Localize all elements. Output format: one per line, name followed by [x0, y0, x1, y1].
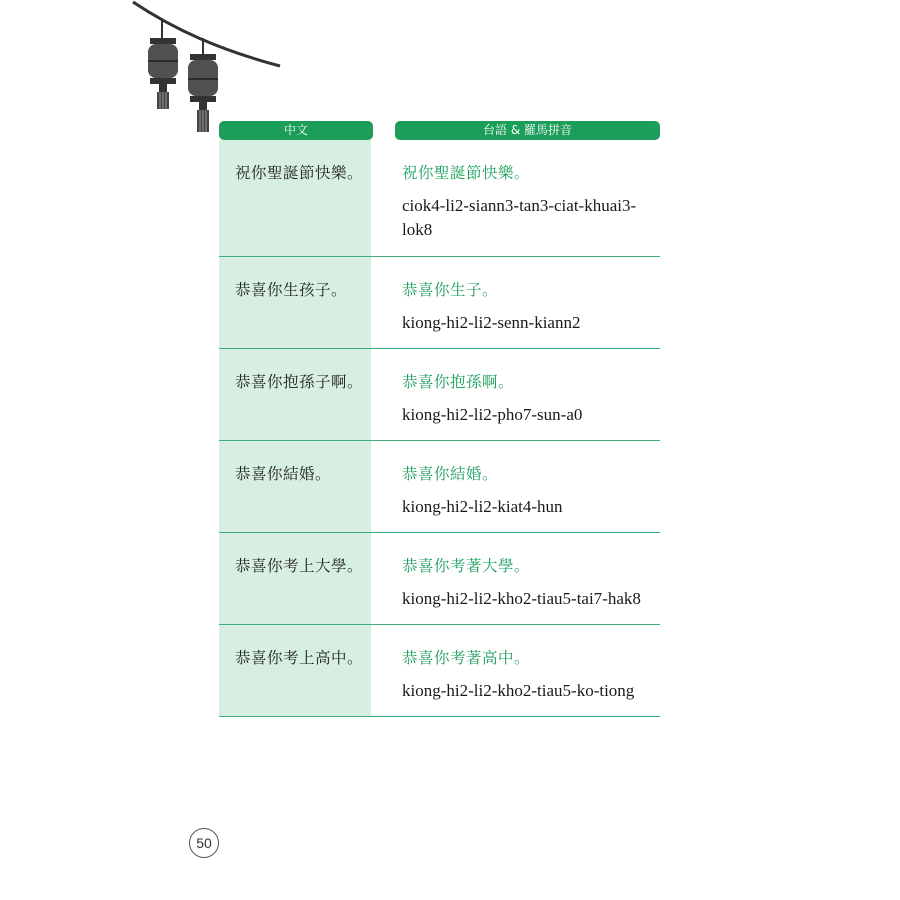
romanization-text: kiong-hi2-li2-kiat4-hun — [402, 497, 563, 516]
taiwanese-cell — [371, 441, 660, 532]
lantern-decoration — [0, 0, 300, 140]
header-taiwanese: 台語 & 羅馬拼音 — [395, 121, 660, 140]
romanization-text: ciok4-li2-siann3-tan3-ciat-khuai3-lok8 — [402, 196, 637, 239]
table-row — [219, 625, 660, 717]
table-row — [219, 441, 660, 533]
chinese-cell: 恭喜你考上高中。 — [219, 625, 371, 716]
chinese-cell: 恭喜你抱孫子啊。 — [219, 349, 371, 440]
table-row — [219, 533, 660, 625]
taiwanese-text: 恭喜你抱孫啊。 — [402, 373, 515, 391]
taiwanese-cell — [371, 533, 660, 624]
taiwanese-text: 恭喜你結婚。 — [402, 465, 499, 483]
table-row — [219, 257, 660, 349]
taiwanese-text: 恭喜你生子。 — [402, 281, 499, 299]
phrase-table — [219, 140, 660, 717]
table-row — [219, 349, 660, 441]
chinese-cell: 恭喜你結婚。 — [219, 441, 371, 532]
taiwanese-text: 祝你聖誕節快樂。 — [402, 164, 531, 182]
romanization-text: kiong-hi2-li2-kho2-tiau5-ko-tiong — [402, 681, 635, 700]
page-number: 50 — [189, 828, 219, 858]
lantern-right-icon — [188, 38, 218, 132]
taiwanese-cell — [371, 257, 660, 348]
romanization-text: kiong-hi2-li2-senn-kiann2 — [402, 313, 581, 332]
lantern-left-icon — [148, 20, 178, 109]
chinese-cell: 恭喜你生孩子。 — [219, 257, 371, 348]
romanization-text: kiong-hi2-li2-kho2-tiau5-tai7-hak8 — [402, 589, 641, 608]
taiwanese-cell — [371, 349, 660, 440]
taiwanese-cell — [371, 140, 660, 256]
romanization-text: kiong-hi2-li2-pho7-sun-a0 — [402, 405, 583, 424]
table-row — [219, 140, 660, 257]
taiwanese-cell — [371, 625, 660, 716]
chinese-cell: 恭喜你考上大學。 — [219, 533, 371, 624]
taiwanese-text: 恭喜你考著高中。 — [402, 649, 531, 667]
header-chinese: 中文 — [219, 121, 373, 140]
chinese-cell: 祝你聖誕節快樂。 — [219, 140, 371, 256]
taiwanese-text: 恭喜你考著大學。 — [402, 557, 531, 575]
